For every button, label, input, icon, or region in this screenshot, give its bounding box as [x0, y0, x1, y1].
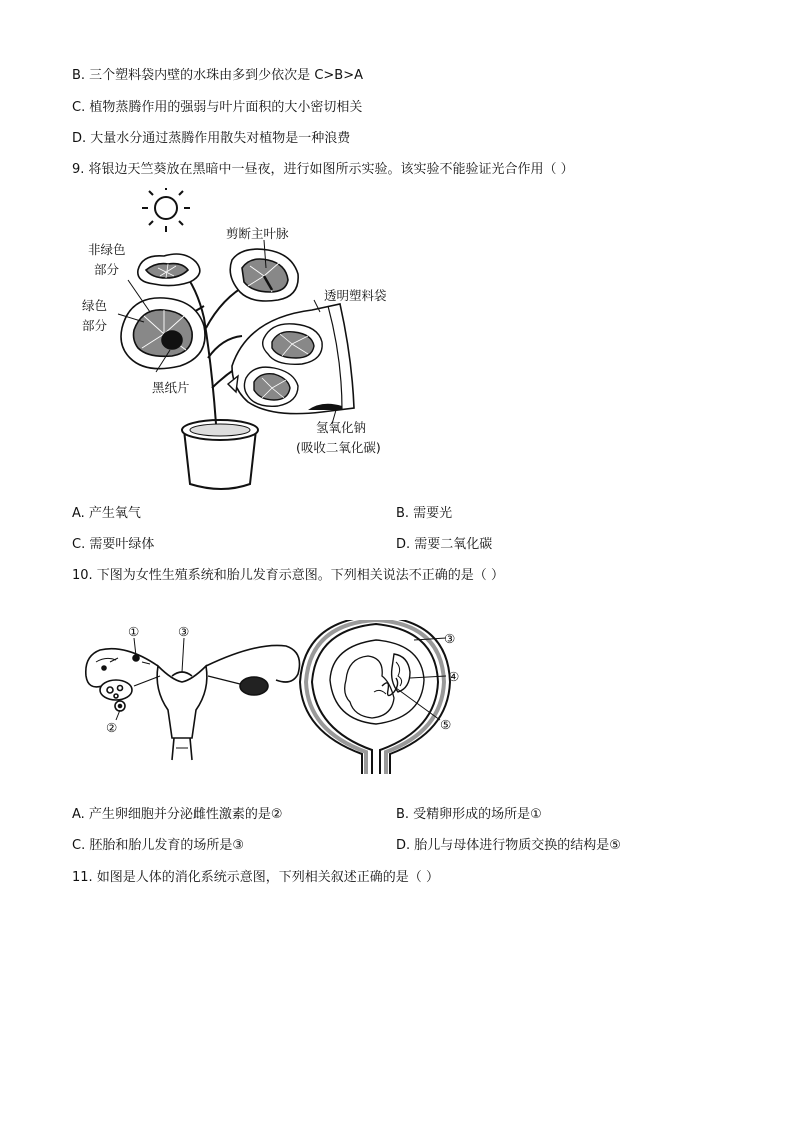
- leaf-cut-vein: [230, 249, 298, 301]
- geranium-experiment-figure: [72, 188, 412, 498]
- label-n1: ①: [128, 624, 140, 639]
- leaf-top-left: [138, 254, 200, 286]
- black-paper-patch: [162, 331, 182, 349]
- label-black-paper: 黑纸片: [152, 380, 190, 395]
- q11-stem: 11. 如图是人体的消化系统示意图，下列相关叙述正确的是（ ）: [72, 870, 439, 885]
- label-nongreen-1: 非绿色: [88, 242, 126, 257]
- label-n3a: ③: [178, 624, 190, 639]
- label-green-1: 绿色: [82, 298, 108, 313]
- q9-option-d: D. 需要二氧化碳: [396, 537, 493, 552]
- q8-option-d: D. 大量水分通过蒸腾作用散失对植物是一种浪费: [72, 131, 351, 146]
- female-reproductive-system: [86, 645, 300, 760]
- q10-option-d: D. 胎儿与母体进行物质交换的结构是⑤: [396, 838, 621, 853]
- label-nongreen-2: 部分: [94, 262, 120, 277]
- sun-icon: [142, 188, 190, 232]
- label-cut-vein: 剪断主叶脉: [226, 226, 289, 241]
- label-n3b: ③: [444, 631, 456, 646]
- label-plastic-bag: 透明塑料袋: [324, 288, 387, 303]
- q10-option-b: B. 受精卵形成的场所是①: [396, 807, 542, 822]
- q8-option-c: C. 植物蒸腾作用的强弱与叶片面积的大小密切相关: [72, 100, 363, 115]
- q9-option-b: B. 需要光: [396, 506, 453, 521]
- reproductive-system-figure: [76, 620, 476, 785]
- transparent-plastic-bag: [228, 304, 354, 414]
- q9-option-a: A. 产生氧气: [72, 506, 141, 521]
- label-n2: ②: [106, 720, 118, 735]
- q9-stem: 9. 将银边天竺葵放在黑暗中一昼夜，进行如图所示实验。该实验不能验证光合作用（ ）: [72, 162, 574, 177]
- fetus-in-uterus: [300, 620, 450, 774]
- q9-option-c: C. 需要叶绿体: [72, 537, 155, 552]
- q10-option-c: C. 胚胎和胎儿发育的场所是③: [72, 838, 244, 853]
- q10-stem: 10. 下图为女性生殖系统和胎儿发育示意图。下列相关说法不正确的是（ ）: [72, 568, 504, 583]
- q8-option-b: B. 三个塑料袋内壁的水珠由多到少依次是 C>B>A: [72, 68, 363, 83]
- label-n5: ⑤: [440, 717, 452, 732]
- label-absorb-co2: (吸收二氧化碳): [296, 440, 381, 455]
- label-naoh: 氢氧化钠: [316, 420, 367, 435]
- q10-option-a: A. 产生卵细胞并分泌雌性激素的是②: [72, 807, 283, 822]
- leaf-with-black-paper: [121, 298, 205, 369]
- flower-pot: [182, 420, 258, 489]
- label-green-2: 部分: [82, 318, 108, 333]
- label-n4: ④: [448, 669, 460, 684]
